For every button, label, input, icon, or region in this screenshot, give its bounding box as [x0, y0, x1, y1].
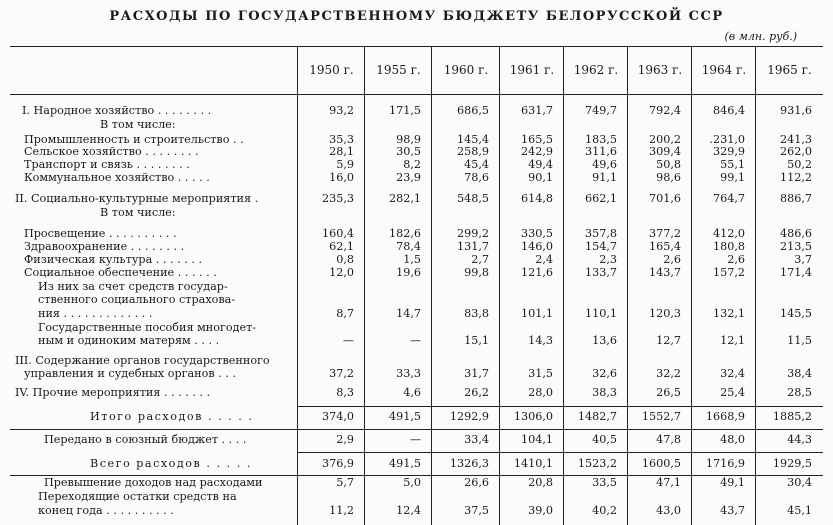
table-cell: 1552,7 — [641, 410, 681, 423]
table-cell: 19,6 — [396, 266, 421, 279]
row-label: Физическая культура . . . . . . . — [24, 253, 203, 266]
table-cell: 2,6 — [727, 253, 745, 266]
table-cell: 99,8 — [464, 266, 489, 279]
table-cell: 38,4 — [787, 367, 812, 380]
table-cell: 764,7 — [712, 192, 745, 205]
top-rule — [10, 46, 823, 47]
table-cell: 23,9 — [396, 171, 421, 184]
table-cell: 160,4 — [321, 227, 354, 240]
header-rule — [10, 94, 823, 95]
table-cell: 28,0 — [528, 386, 553, 399]
table-cell: 2,3 — [599, 253, 617, 266]
row-label: Передано в союзный бюджет . . . . — [44, 433, 247, 446]
unit-note: (в млн. руб.) — [724, 30, 797, 43]
table-cell: 91,1 — [592, 171, 617, 184]
table-cell: 37,2 — [329, 367, 354, 380]
row-separator — [10, 475, 823, 476]
table-cell: 133,7 — [584, 266, 617, 279]
table-cell: 631,7 — [520, 104, 553, 117]
table-cell: 235,3 — [321, 192, 354, 205]
table-cell: 1668,9 — [705, 410, 745, 423]
table-cell: 31,7 — [464, 367, 489, 380]
table-cell: 15,1 — [464, 334, 489, 347]
table-cell: 180,8 — [712, 240, 745, 253]
table-cell: 30,5 — [396, 145, 421, 158]
table-cell: 49,1 — [720, 476, 745, 489]
column-divider — [627, 46, 628, 525]
row-label: Промышленность и строительство . . — [24, 133, 244, 146]
table-cell: 1410,1 — [513, 457, 553, 470]
table-cell: 33,3 — [396, 367, 421, 380]
table-cell: 1482,7 — [577, 410, 617, 423]
table-cell: 8,2 — [403, 158, 421, 171]
row-label: Коммунальное хозяйство . . . . . — [24, 171, 210, 184]
table-cell: 11,2 — [329, 504, 354, 517]
row-label: Здравоохранение . . . . . . . . — [24, 240, 185, 253]
table-cell: 701,6 — [648, 192, 681, 205]
table-cell: 213,5 — [779, 240, 812, 253]
table-cell: 43,7 — [720, 504, 745, 517]
table-cell: 2,7 — [471, 253, 489, 266]
table-cell: 26,5 — [656, 386, 681, 399]
column-divider — [563, 46, 564, 525]
table-cell: 47,8 — [656, 433, 681, 446]
table-cell: 78,6 — [464, 171, 489, 184]
table-cell: 1600,5 — [641, 457, 681, 470]
table-cell: .231,0 — [709, 133, 745, 146]
table-cell: 548,5 — [456, 192, 489, 205]
table-cell: 749,7 — [584, 104, 617, 117]
column-divider — [364, 46, 365, 525]
table-cell: 1885,2 — [772, 410, 812, 423]
table-cell: 98,6 — [656, 171, 681, 184]
table-cell: 309,4 — [648, 145, 681, 158]
row-separator — [297, 406, 823, 407]
table-cell: 104,1 — [520, 433, 553, 446]
table-cell: 49,6 — [592, 158, 617, 171]
table-cell: 614,8 — [520, 192, 553, 205]
year-header: 1960 г. — [443, 63, 489, 77]
table-cell: 45,1 — [787, 504, 812, 517]
year-header: 1961 г. — [509, 63, 555, 77]
table-cell: 486,6 — [779, 227, 812, 240]
table-cell: 145,4 — [456, 133, 489, 146]
table-cell: 37,5 — [464, 504, 489, 517]
row-label: Из них за счет средств государ- — [38, 280, 228, 293]
table-cell: 329,9 — [712, 145, 745, 158]
table-cell: 120,3 — [648, 307, 681, 320]
table-cell: 2,9 — [336, 433, 354, 446]
row-label: I. Народное хозяйство . . . . . . . . — [22, 104, 212, 117]
row-label: В том числе: — [100, 206, 176, 219]
row-label: III. Содержание органов государственного — [15, 354, 270, 367]
table-cell: 49,4 — [528, 158, 553, 171]
year-header: 1950 г. — [309, 63, 354, 77]
table-cell: 376,9 — [321, 457, 354, 470]
table-cell: 14,3 — [528, 334, 553, 347]
year-header: 1962 г. — [573, 63, 619, 77]
year-header: 1964 г. — [701, 63, 747, 77]
table-cell: 39,0 — [528, 504, 553, 517]
row-separator — [10, 429, 823, 430]
table-cell: 5,0 — [403, 476, 421, 489]
table-cell: 5,7 — [336, 476, 354, 489]
table-cell: 146,0 — [520, 240, 553, 253]
table-cell: 200,2 — [648, 133, 681, 146]
table-cell: 90,1 — [528, 171, 553, 184]
table-cell: 412,0 — [712, 227, 745, 240]
table-cell: 83,8 — [464, 307, 489, 320]
table-cell: 241,3 — [779, 133, 812, 146]
row-label: В том числе: — [100, 118, 176, 131]
table-cell: 33,4 — [464, 433, 489, 446]
row-label: ния . . . . . . . . . . . . . — [38, 307, 153, 320]
table-cell: 16,0 — [329, 171, 354, 184]
table-cell: 13,6 — [592, 334, 617, 347]
table-cell: 357,8 — [584, 227, 617, 240]
table-cell: 112,2 — [779, 171, 812, 184]
table-cell: 35,3 — [329, 133, 354, 146]
table-cell: — — [342, 334, 354, 347]
table-cell: 171,5 — [388, 104, 421, 117]
table-cell: 145,5 — [779, 307, 812, 320]
table-cell: 792,4 — [648, 104, 681, 117]
table-cell: 20,8 — [528, 476, 553, 489]
column-divider — [297, 46, 298, 525]
table-cell: 32,4 — [720, 367, 745, 380]
table-cell: 98,9 — [396, 133, 421, 146]
row-label: Транспорт и связь . . . . . . . . — [24, 158, 190, 171]
table-cell: 30,4 — [787, 476, 812, 489]
table-cell: 3,7 — [794, 253, 812, 266]
table-cell: 12,1 — [720, 334, 745, 347]
table-cell: 1292,9 — [449, 410, 489, 423]
table-cell: 171,4 — [779, 266, 812, 279]
table-cell: 50,8 — [656, 158, 681, 171]
table-cell: 12,0 — [329, 266, 354, 279]
row-label: Просвещение . . . . . . . . . . — [24, 227, 177, 240]
table-cell: 131,7 — [456, 240, 489, 253]
table-cell: 282,1 — [388, 192, 421, 205]
table-cell: 40,5 — [592, 433, 617, 446]
row-label: Социальное обеспечение . . . . . . — [24, 266, 217, 279]
table-cell: 662,1 — [584, 192, 617, 205]
row-label: Сельское хозяйство . . . . . . . . — [24, 145, 199, 158]
table-cell: 157,2 — [712, 266, 745, 279]
table-cell: 1,5 — [403, 253, 421, 266]
table-cell: 2,4 — [535, 253, 553, 266]
table-cell: 1306,0 — [513, 410, 553, 423]
table-cell: 165,5 — [520, 133, 553, 146]
table-cell: 78,4 — [396, 240, 421, 253]
table-cell: 262,0 — [779, 145, 812, 158]
column-divider — [431, 46, 432, 525]
table-cell: 47,1 — [656, 476, 681, 489]
year-header: 1955 г. — [376, 63, 421, 77]
row-label: ным и одиноким матерям . . . . — [38, 334, 220, 347]
table-cell: 12,7 — [656, 334, 681, 347]
table-cell: 33,5 — [592, 476, 617, 489]
row-separator — [297, 452, 823, 453]
table-cell: 31,5 — [528, 367, 553, 380]
table-cell: 1326,3 — [449, 457, 489, 470]
table-cell: 26,6 — [464, 476, 489, 489]
table-cell: 143,7 — [648, 266, 681, 279]
table-cell: 886,7 — [779, 192, 812, 205]
row-label: управления и судебных органов . . . — [24, 367, 237, 380]
table-cell: 8,7 — [336, 307, 354, 320]
column-divider — [755, 46, 756, 525]
table-cell: — — [409, 334, 421, 347]
table-cell: 1716,9 — [705, 457, 745, 470]
row-label: Превышение доходов над расходами — [44, 476, 263, 489]
table-cell: 374,0 — [321, 410, 354, 423]
table-cell: 846,4 — [712, 104, 745, 117]
year-header: 1965 г. — [767, 63, 812, 77]
table-cell: 182,6 — [388, 227, 421, 240]
table-cell: 44,3 — [787, 433, 812, 446]
table-cell: 50,2 — [787, 158, 812, 171]
row-label: Итого расходов . . . . . — [90, 410, 254, 423]
table-cell: 491,5 — [388, 410, 421, 423]
row-label: конец года . . . . . . . . . . — [38, 504, 174, 517]
table-cell: 43,0 — [656, 504, 681, 517]
table-cell: 45,4 — [464, 158, 489, 171]
table-cell: 377,2 — [648, 227, 681, 240]
row-label: ственного социального страхова- — [38, 293, 236, 306]
table-cell: 311,6 — [584, 145, 617, 158]
table-cell: 28,5 — [787, 386, 812, 399]
table-cell: 40,2 — [592, 504, 617, 517]
column-divider — [499, 46, 500, 525]
table-cell: 0,8 — [336, 253, 354, 266]
table-cell: 25,4 — [720, 386, 745, 399]
row-label: Государственные пособия многодет- — [38, 321, 257, 334]
table-cell: 258,9 — [456, 145, 489, 158]
table-cell: 8,3 — [336, 386, 354, 399]
table-cell: 32,6 — [592, 367, 617, 380]
table-cell: 32,2 — [656, 367, 681, 380]
table-cell: 1523,2 — [577, 457, 617, 470]
column-divider — [691, 46, 692, 525]
table-cell: 14,7 — [396, 307, 421, 320]
table-cell: 931,6 — [779, 104, 812, 117]
row-label: Переходящие остатки средств на — [38, 490, 237, 503]
table-cell: 62,1 — [329, 240, 354, 253]
table-cell: 110,1 — [584, 307, 617, 320]
table-cell: 4,6 — [403, 386, 421, 399]
table-cell: 154,7 — [584, 240, 617, 253]
table-cell: 101,1 — [520, 307, 553, 320]
table-cell: 2,6 — [663, 253, 681, 266]
table-cell: 132,1 — [712, 307, 745, 320]
table-cell: 183,5 — [584, 133, 617, 146]
table-cell: 48,0 — [720, 433, 745, 446]
table-cell: 99,1 — [720, 171, 745, 184]
row-label: Всего расходов . . . . . — [90, 457, 252, 470]
table-cell: 299,2 — [456, 227, 489, 240]
year-header: 1963 г. — [637, 63, 683, 77]
table-cell: 55,1 — [720, 158, 745, 171]
table-cell: 28,1 — [329, 145, 354, 158]
table-cell: 165,4 — [648, 240, 681, 253]
table-cell: — — [409, 433, 421, 446]
table-cell: 93,2 — [329, 104, 354, 117]
table-cell: 330,5 — [520, 227, 553, 240]
table-cell: 12,4 — [396, 504, 421, 517]
table-cell: 26,2 — [464, 386, 489, 399]
table-cell: 1929,5 — [772, 457, 812, 470]
table-title: РАСХОДЫ ПО ГОСУДАРСТВЕННОМУ БЮДЖЕТУ БЕЛОРУССКОЙ ССР — [109, 9, 724, 24]
table-cell: 121,6 — [520, 266, 553, 279]
table-cell: 38,3 — [592, 386, 617, 399]
table-cell: 242,9 — [520, 145, 553, 158]
table-cell: 491,5 — [388, 457, 421, 470]
row-label: IV. Прочие мероприятия . . . . . . . — [15, 386, 211, 399]
table-cell: 5,9 — [336, 158, 354, 171]
table-cell: 686,5 — [456, 104, 489, 117]
table-cell: 11,5 — [787, 334, 812, 347]
row-label: II. Социально-культурные мероприятия . — [15, 192, 259, 205]
